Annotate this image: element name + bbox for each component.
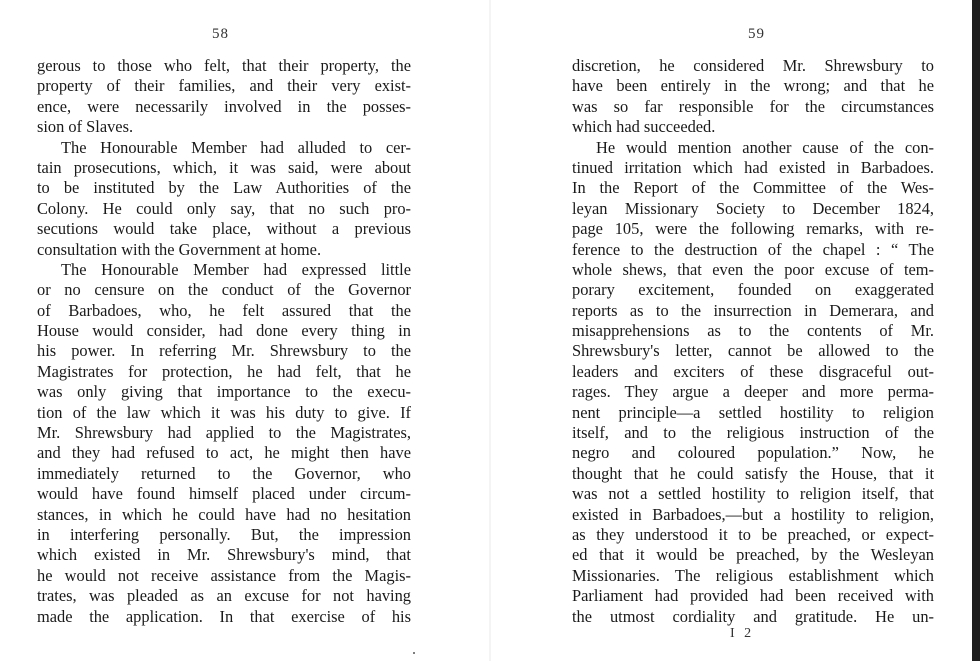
text-line: misapprehensions as to the contents of Mr. xyxy=(572,321,934,341)
text-line: which had succeeded. xyxy=(572,117,716,137)
text-line: Missionaries. The religious establishment which xyxy=(572,565,934,585)
text-line: Parliament had provided had been received with xyxy=(572,586,934,606)
text-line: trates, was pleaded as an excuse for not having xyxy=(37,586,411,606)
text-line: the utmost cordiality and gratitude. He un- xyxy=(572,606,934,626)
text-line: tain prosecutions, which, it was said, were about xyxy=(37,157,411,177)
text-line: gerous to those who felt, that their property, the xyxy=(37,56,411,75)
text-line: House would consider, had done every thing in xyxy=(37,321,411,341)
text-line: leaders and exciters of these disgraceful out- xyxy=(572,361,934,381)
text-line: would have found himself placed under circum- xyxy=(37,484,411,504)
text-line: ference to the destruction of the chapel : “ The xyxy=(572,239,934,259)
right-page-number: 59 xyxy=(748,26,765,42)
text-line: his power. In referring Mr. Shrewsbury to the xyxy=(37,341,411,361)
text-line: was only giving that importance to the execu- xyxy=(37,382,411,402)
left-page-text xyxy=(37,56,411,627)
text-line: made the application. In that exercise of his xyxy=(37,606,411,626)
text-line: property of their families, and their very exist- xyxy=(37,76,411,96)
text-line: discretion, he considered Mr. Shrewsbury to xyxy=(572,56,934,75)
text-line: leyan Missionary Society to December 1824, xyxy=(572,198,934,218)
text-line: stances, in which he could have had no hesitation xyxy=(37,504,411,524)
text-line: negro and coloured population.” Now, he xyxy=(572,443,934,463)
text-line: and they had refused to act, he might then have xyxy=(37,443,411,463)
print-speck xyxy=(413,652,415,654)
text-line: immediately returned to the Governor, who xyxy=(37,463,411,483)
text-line: as they understood it to be preached, or expect- xyxy=(572,524,934,544)
text-line: porary excitement, founded on exaggerated xyxy=(572,280,934,300)
text-line: to be instituted by the Law Authorities of the xyxy=(37,178,411,198)
paragraph-start-line: The Honourable Member had alluded to cer- xyxy=(61,137,411,157)
right-page-text xyxy=(572,56,934,627)
text-line: Mr. Shrewsbury had applied to the Magistrates, xyxy=(37,423,411,443)
text-line: secutions would take place, without a previous xyxy=(37,219,411,239)
text-line: which existed in Mr. Shrewsbury's mind, that xyxy=(37,545,411,565)
text-line: whole shews, that even the poor excuse of tem- xyxy=(572,259,934,279)
text-line: itself, and to the religious instruction of the xyxy=(572,423,934,443)
text-line: consultation with the Government at home. xyxy=(37,239,322,259)
text-line: In the Report of the Committee of the Wes- xyxy=(572,178,934,198)
paragraph-start-line: The Honourable Member had expressed little xyxy=(61,259,411,279)
text-line: Colony. He could only say, that no such pro- xyxy=(37,198,411,218)
text-line: reports as to the insurrection in Demerara, and xyxy=(572,300,934,320)
right-page xyxy=(490,0,980,661)
text-line: was so far responsible for the circumstances xyxy=(572,96,934,116)
text-line: in interfering personally. But, the impression xyxy=(37,524,411,544)
paragraph-start-line: He would mention another cause of the con- xyxy=(596,137,934,157)
text-line: have been entirely in the wrong; and that he xyxy=(572,76,934,96)
text-line: nent principle—a settled hostility to religion xyxy=(572,402,934,422)
text-line: or no censure on the conduct of the Governor xyxy=(37,280,411,300)
signature-mark: I 2 xyxy=(730,626,755,641)
text-line: was not a settled hostility to religion itself, that xyxy=(572,484,934,504)
text-line: he would not receive assistance from the Magis- xyxy=(37,565,411,585)
text-line: existed in Barbadoes,—but a hostility to religion, xyxy=(572,504,934,524)
text-line: of Barbadoes, who, he felt assured that the xyxy=(37,300,411,320)
text-line: rages. They argue a deeper and more perma- xyxy=(572,382,934,402)
text-line: page 105, were the following remarks, with re- xyxy=(572,219,934,239)
text-line: sion of Slaves. xyxy=(37,117,134,137)
text-line: ence, were necessarily involved in the posses- xyxy=(37,96,411,116)
text-line: Shrewsbury's letter, cannot be allowed to the xyxy=(572,341,934,361)
text-line: tion of the law which it was his duty to give. If xyxy=(37,402,411,422)
text-line: thought that he could satisfy the House, that it xyxy=(572,463,934,483)
text-line: ed that it would be preached, by the Wesleyan xyxy=(572,545,934,565)
page-edge-shadow xyxy=(972,0,980,661)
left-page-number: 58 xyxy=(212,26,229,42)
text-line: Magistrates for protection, he had felt, that he xyxy=(37,361,411,381)
text-line: tinued irritation which had existed in Barbadoes. xyxy=(572,157,934,177)
